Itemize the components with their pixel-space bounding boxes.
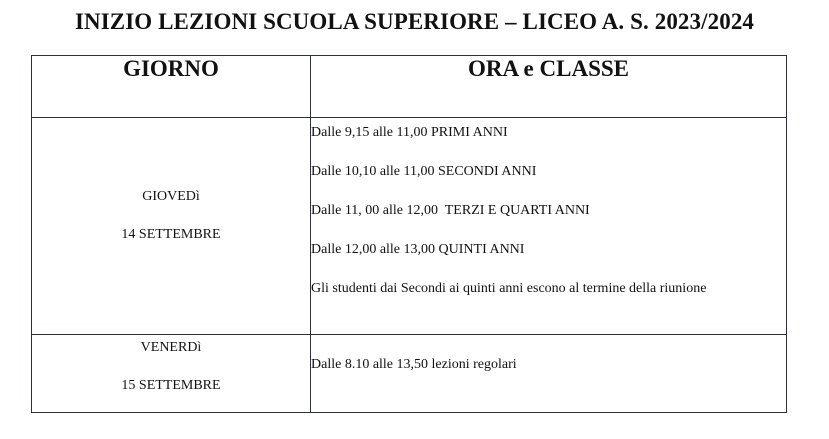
exit-note: Gli studenti dai Secondi ai quinti anni escono al termine della riunione: [311, 281, 707, 296]
time-slot: Dalle 8.10 alle 13,50 lezioni regolari: [311, 357, 517, 372]
schedule-table: [31, 55, 787, 413]
time-slot: Dalle 12,00 alle 13,00 QUINTI ANNI: [311, 242, 525, 257]
time-slot: Dalle 11, 00 alle 12,00 TERZI E QUARTI ANNI: [311, 203, 590, 218]
column-header-time-class: ORA e CLASSE: [311, 56, 787, 118]
time-slot: Dalle 10,10 alle 11,00 SECONDI ANNI: [311, 164, 537, 179]
table-header-row: [32, 56, 787, 118]
table-row: [32, 118, 787, 335]
day-name: GIOVEDì: [142, 189, 200, 204]
time-class-cell: [311, 335, 787, 413]
day-date: 14 SETTEMBRE: [121, 227, 221, 242]
day-cell: [32, 335, 311, 413]
day-date: 15 SETTEMBRE: [121, 378, 221, 393]
column-header-day: GIORNO: [32, 56, 311, 118]
table-row: [32, 335, 787, 413]
page-title: INIZIO LEZIONI SCUOLA SUPERIORE – LICEO A. S. 2023/2024: [74, 9, 755, 34]
day-name: VENERDì: [140, 340, 202, 355]
time-slot: Dalle 9,15 alle 11,00 PRIMI ANNI: [311, 125, 508, 140]
day-cell: [32, 118, 311, 335]
time-class-cell: [311, 118, 787, 335]
